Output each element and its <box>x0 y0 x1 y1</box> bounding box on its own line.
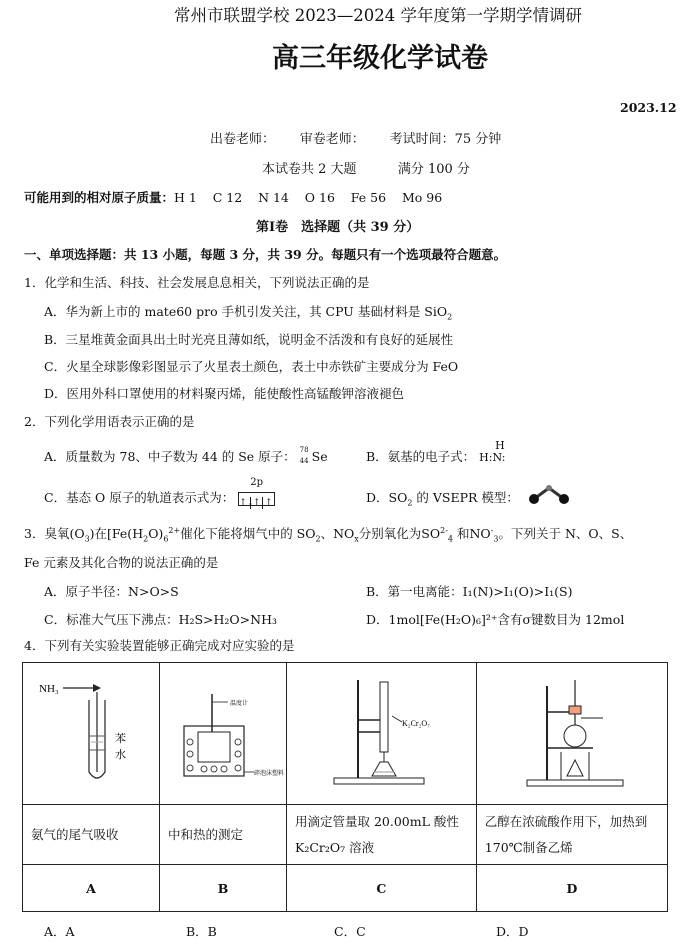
atomic-mass-values: H 1 C 12 N 14 O 16 Fe 56 Mo 96 <box>174 190 443 205</box>
q2-option-c <box>44 476 275 509</box>
q3-sub1: 3 <box>84 534 90 544</box>
isotope-notation <box>299 445 312 466</box>
q1-option-d: D．医用外科口罩使用的材料聚丙烯，能使酸性高锰酸钾溶液褪色 <box>44 386 405 401</box>
teachers-line: 出卷老师： 审卷老师： 考试时间：75 分钟 <box>210 132 502 147</box>
q1-option-c: C．火星全球影像彩图显示了火星表土颜色，表土中赤铁矿主要成分为 FeO <box>44 359 459 374</box>
q2-option-d <box>366 488 519 508</box>
nh3-label: NH₃ <box>39 683 59 695</box>
school-line: 常州市联盟学校 2023—2024 学年度第一学期学情调研 <box>174 6 582 25</box>
q3-stem-p4: 催化下能将烟气中的 SO <box>180 526 316 541</box>
column-label-c: C <box>287 865 477 912</box>
mass-number: 78 <box>299 445 309 454</box>
apparatus-d-cell <box>476 663 667 805</box>
q1-option-a <box>44 302 452 322</box>
q1-option-a-sub: 2 <box>447 312 453 322</box>
q3-sup3: 2+ <box>168 525 181 535</box>
q2-option-b-text: B．氨基的电子式： <box>366 449 476 464</box>
q2-option-c-text: C．基态 O 原子的轨道表示式为： <box>44 490 235 505</box>
q3-option-a: A．原子半径：N>O>S <box>44 584 179 599</box>
q3-sub7: 3 <box>493 534 499 544</box>
thermometer-label: 温度计 <box>230 700 249 707</box>
q3-sub2: 2 <box>143 534 149 544</box>
q3-stem-line2: Fe 元素及其化合物的说法正确的是 <box>24 555 219 570</box>
q3-stem-p5: 、NO <box>320 526 355 541</box>
q3-option-c: C．标准大气压下沸点：H₂S>H₂O>NH₃ <box>44 612 277 627</box>
water-label: 水 <box>115 749 126 761</box>
titration-apparatus <box>306 672 456 792</box>
q1-stem: 1．化学和生活、科技、社会发展息息相关，下列说法正确的是 <box>24 275 370 290</box>
q4-option-a: A．A <box>44 924 75 939</box>
amino-electron-formula <box>479 438 513 466</box>
nh-formula: H:N: <box>479 450 506 464</box>
q3-stem-p8: 。下列关于 N、O、S、 <box>498 526 633 541</box>
k2cr2o7-label: K₂Cr₂O₇ <box>402 719 431 728</box>
page-title: 高三年级化学试卷 <box>272 43 488 74</box>
q1-option-b: B．三星堆黄金面具出土时光亮且薄如纸，说明金不活泼和有良好的延展性 <box>44 332 454 347</box>
orbital-boxes <box>238 492 275 509</box>
q3-sup6: 2- <box>440 525 448 535</box>
q2-option-b <box>366 438 513 466</box>
q2-stem: 2．下列化学用语表示正确的是 <box>24 414 195 429</box>
q3-sub4: 2 <box>315 534 321 544</box>
q3-stem-p6: 分别氧化为SO <box>358 526 441 541</box>
q3-stem <box>24 524 632 544</box>
atomic-mass-line <box>24 188 442 206</box>
q2-option-a <box>44 447 328 466</box>
q1-option-a-text: A．华为新上市的 mate60 pro 手机引发关注，其 CPU 基础材料是 SiO <box>44 304 448 319</box>
foam-label: 碎泡沫塑料 <box>254 770 285 777</box>
q3-option-b: B．第一电离能：I₁(N)>I₁(O)>I₁(S) <box>366 584 573 599</box>
q3-sub6: 4 <box>447 534 453 544</box>
q4-option-b: B．B <box>186 924 217 939</box>
q3-stem-p3: O) <box>148 526 164 541</box>
description-b: 中和热的测定 <box>160 805 287 865</box>
orbital-diagram <box>238 476 275 509</box>
q3-sub5: x <box>354 534 359 544</box>
exam-date: 2023.12 <box>620 100 677 115</box>
q3-stem-p2: )在[Fe(H <box>89 526 144 541</box>
q4-option-d: D．D <box>496 924 529 939</box>
so2-vsepr-model <box>526 480 572 506</box>
column-label-row <box>23 865 668 912</box>
part-title: 第Ⅰ卷 选择题（共 39 分） <box>256 220 420 235</box>
q4-option-c: C．C <box>334 924 366 939</box>
apparatus-a-cell <box>23 663 160 805</box>
info-line: 本试卷共 2 大题 满分 100 分 <box>262 162 470 177</box>
section-heading: 一、单项选择题：共 13 小题，每题 3 分，共 39 分。每题只有一个选项最符合题意。 <box>24 247 507 262</box>
description-row <box>23 805 668 865</box>
q3-option-d: D．1mol[Fe(H₂O)₆]²⁺含有σ键数目为 12mol <box>366 612 625 627</box>
orbital-box-3: ↑ <box>264 498 273 509</box>
column-label-b: B <box>160 865 287 912</box>
calorimeter-apparatus <box>168 672 285 792</box>
q3-stem-p7: 和NO <box>453 526 491 541</box>
ammonia-absorption-apparatus <box>31 672 151 792</box>
element-symbol: Se <box>311 449 328 464</box>
atomic-mass-label: 可能用到的相对原子质量： <box>24 190 175 205</box>
q2-option-d-rest: 的 VSEPR 模型： <box>412 490 519 505</box>
experiment-table <box>22 662 668 912</box>
column-label-d: D <box>476 865 667 912</box>
q2-option-d-sub: 2 <box>407 498 413 508</box>
apparatus-row <box>23 663 668 805</box>
hydrogen-top: H <box>495 438 505 452</box>
orbital-label: 2p <box>250 476 264 488</box>
column-label-a: A <box>23 865 160 912</box>
q2-option-d-text: D．SO <box>366 490 408 505</box>
description-a: 氨气的尾气吸收 <box>23 805 160 865</box>
description-d: 乙醇在浓硫酸作用下，加热到 170℃制备乙烯 <box>476 805 667 865</box>
apparatus-c-cell <box>287 663 477 805</box>
orbital-box-2: ↑ <box>251 497 263 509</box>
q3-stem-p1: 3．臭氧(O <box>24 526 85 541</box>
q4-stem: 4．下列有关实验装置能够正确完成对应实验的是 <box>24 638 295 653</box>
q3-sup7: - <box>490 525 494 535</box>
atomic-number: 44 <box>299 456 309 465</box>
apparatus-b-cell <box>160 663 287 805</box>
description-c: 用滴定管量取 20.00mL 酸性 K₂Cr₂O₇ 溶液 <box>287 805 477 865</box>
orbital-box-1: ↑↓ <box>239 498 255 509</box>
benzene-label: 苯 <box>115 733 126 745</box>
q3-sub3: 6 <box>163 534 169 544</box>
q2-option-a-text: A．质量数为 78、中子数为 44 的 Se 原子： <box>44 449 296 464</box>
ethylene-preparation-apparatus <box>497 672 647 792</box>
